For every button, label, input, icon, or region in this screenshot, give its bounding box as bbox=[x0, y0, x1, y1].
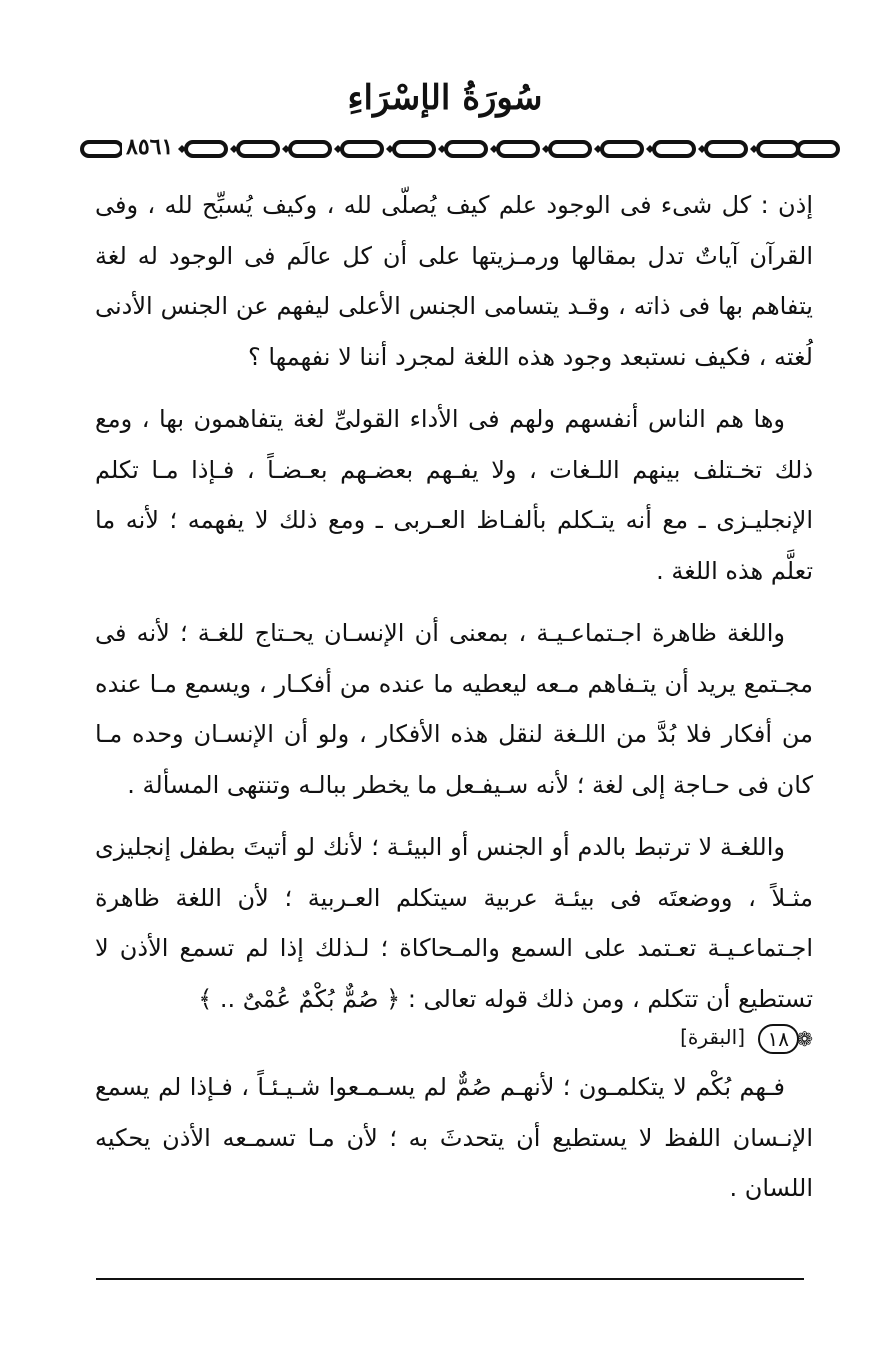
surah-reference: [البقرة] bbox=[680, 1025, 745, 1049]
paragraph: وها هم الناس أنفسهم ولهم فى الأداء القولىِّ لغة يتفاهمون بها ، ومع ذلك تخـتلف بينهم اللـغات ، ولا يفـهم بعضـهم بعـضـاً ، فـإذا مـا تكلم الإنجليـزى ـ مع أنه يتـكلم بألفـاظ العـربى ـ ومع ذلك لا يفهمه ؛ لأنه ما تعلَّم هذه اللغة . bbox=[95, 405, 813, 585]
ayah-number: ١٨ bbox=[758, 1024, 799, 1054]
footnote-divider bbox=[96, 1278, 804, 1280]
surah-title: سُورَةُ الإسْرَاءِ bbox=[347, 78, 543, 118]
ornament-icon: ❁ bbox=[796, 1027, 813, 1051]
quran-reference bbox=[95, 1018, 813, 1062]
body-text bbox=[95, 180, 813, 1214]
ornamental-border bbox=[78, 134, 843, 164]
paragraph: واللغة ظاهرة اجـتماعـيـة ، بمعنى أن الإنسـان يحـتاج للغـة ؛ لأنه فى مجـتمع يريد أن يتـفاهم مـعه ليعطيه ما عنده من أفكـار ، ويسمع مـا عنده من أفكار فلا بُدَّ من اللـغة لنقل هذه الأفكار ، ولو أن الإنسـان وحده مـا كان فى حـاجة إلى لغة ؛ لأنه سـيفـعل ما يخطر ببالـه وتنتهى المسألة . bbox=[95, 619, 813, 799]
paragraph: إذن : كل شىء فى الوجود علم كيف يُصلّى لله ، وكيف يُسبِّح لله ، وفى القرآن آياتٌ تدل بمقالها ورمـزيتها على أن كل عالَم فى الوجود له لغة يتفاهم بها فى ذاته ، وقـد يتسامى الجنس الأعلى ليفهم عن الجنس الأدنى لُغته ، فكيف نستبعد وجود هذه اللغة لمجرد أننا لا نفهمها ؟ bbox=[95, 191, 813, 371]
page-number: ٨٥٦١ bbox=[122, 134, 177, 160]
paragraph: واللغـة لا ترتبط بالدم أو الجنس أو البيئـة ؛ لأنك لو أتيتَ بطفل إنجليزى مثـلاً ، ووضعتَه فى بيئـة عربية سيتكلم العـربية ؛ لأن اللغة ظاهرة اجـتماعـيـة تعـتمد على السمع والمـحاكاة ؛ لـذلك إذا لم تسمع الأذن لا تستطيع أن تتكلم ، ومن ذلك قوله تعالى : ﴿ صُمٌّ بُكْمٌ عُمْىٌ .. ﴾ bbox=[95, 833, 813, 1013]
paragraph: فـهم بُكْم لا يتكلمـون ؛ لأنهـم صُمٌّ لم يسـمـعوا شـيـئـاً ، فـإذا لم يسمع الإنـسان اللفظ لا يستطيع أن يتحدثَ به ؛ لأن مـا تسمـعه الأذن يحكيه اللسان . bbox=[95, 1073, 813, 1202]
